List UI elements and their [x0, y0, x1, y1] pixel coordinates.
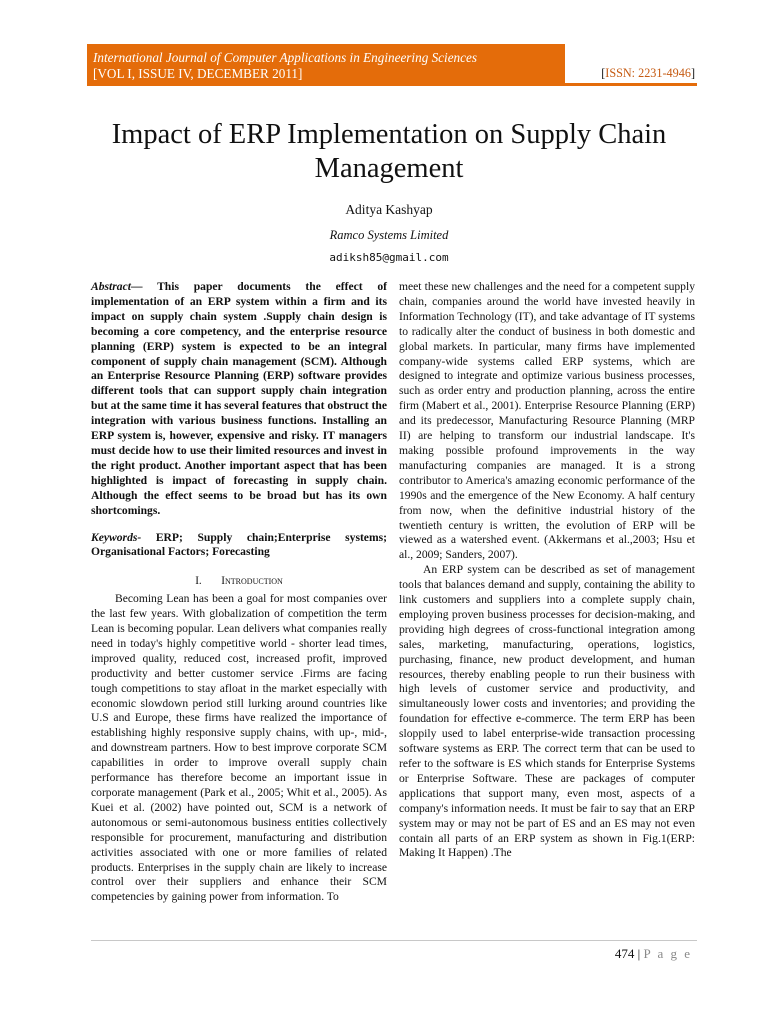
issn-bracket-close: ]	[690, 66, 695, 80]
body-paragraph-2: An ERP system can be described as set of management tools that balances demand and supply, containing the ability to link customers and suppliers into a complete supply chain, employing proven business processes for decision-making, and providing high degrees of cross-functional integration among sales, marketing, manufacturing, operations, logistics, purchasing, finance, new product development, and human resources, thereby enabling people to run their business with high levels of customer service and productivity, and simultaneously lower costs and inventories; and providing the foundation for effective e-commerce. The term ERP has been sloppily used to label enterprise-wide transaction processing software systems as ERP. The correct term that can be used to refer to the software is ES which stands for Enterprise Systems or Enterprise Software. These are packages of computer applications that support many, even most, aspects of a company's information needs. It must be fair to say that an ERP system may or may not be part of ES and an ES may not even contain all parts of an ERP system as shown in Fig.1(ERP: Making It Happen) .The	[399, 563, 695, 860]
abstract-text: This paper documents the effect of implementation of an ERP system within a firm and its impact on supply chain system .Supply chain design is becoming a core competency, and the enterprise resource planning (ERP) system is expected to be an integral component of supply chain management (SCM). Although an Enterprise Resource Planning (ERP) software provides different tools that can support supply chain integration but at the same time it has several features that obstruct the integration with various business functions. Installing an ERP system is, however, expensive and risky. IT managers must decide how to use their limited resources and invest in the right product. Another important aspect that has been highlighted is impact of forecasting in supply chain. Although the effect seems to be broad but has its own shortcomings.	[91, 280, 387, 517]
journal-issue: [VOL I, ISSUE IV, DECEMBER 2011]	[93, 66, 303, 81]
issn-bracket-open: [	[601, 66, 606, 80]
abstract	[91, 280, 387, 519]
left-column	[91, 280, 387, 905]
page-number: 474	[614, 946, 635, 961]
journal-header	[87, 44, 697, 86]
author-email: adiksh85@gmail.com	[329, 251, 449, 264]
page-footer	[615, 946, 692, 962]
body-paragraph-1: meet these new challenges and the need for a competent supply chain, companies around the world have invested heavily in Information Technology (IT), and take advantage of IT systems to radically alter the conduct of business in both domestic and global markets. In particular, many firms have implemented company-wide systems called ERP systems, which are designed to integrate and optimize various business processes, such as order entry and production planning, across the entire firm (Mabert et al., 2001). Enterprise Resource Planning (ERP) and its predecessor, Manufacturing Resource Planning (MRP II) are helping to transform our industrial landscape. It's making possible profound improvements in the way manufacturing companies are managed. It is a strong contributor to America's amazing economic performance of the 1990s and the emergence of the New Economy. A half century from now, when the definitive industrial history of the twentieth century is written, the evolution of ERP will be viewed as a watershed event. (Akkermans et al.,2003; Hsu et al., 2009; Sanders, 2007).	[399, 280, 695, 562]
abstract-label: Abstract—	[91, 280, 143, 293]
keywords-text: ERP; Supply chain;Enterprise systems; Organisational Factors; Forecasting	[91, 530, 387, 559]
issn-number: ISSN: 2231-4946	[605, 66, 691, 80]
section-heading-introduction	[91, 574, 387, 589]
footer-divider	[91, 940, 697, 941]
issn-label	[565, 44, 697, 86]
paper-affiliation: Ramco Systems Limited	[329, 228, 449, 242]
keywords	[91, 531, 387, 561]
paper-title: Impact of ERP Implementation on Supply Chain Management	[111, 119, 667, 184]
page-label: P a g e	[643, 946, 692, 961]
keywords-label: Keywords-	[91, 530, 142, 544]
intro-paragraph: Becoming Lean has been a goal for most companies over the last few years. With globalization of competition the term Lean is becoming popular. Lean delivers what companies really need in today's highly competitive world - shorter lead times, improved quality, reduced cost, increased profit, improved productivity and better customer service .Firms are facing tough competitions to stay afloat in the market especially with economic slowdown period still lurking around countries like U.S and Europe, these firms have realized the importance of establishing highly responsive supply chains, with up-, mid-, and downstream partners. How to best improve corporate SCM capabilities in order to improve overall supply chain performance has therefore become an important issue in corporate management (Park et al., 2005; Whit et al., 2005). As Kuei et al. (2002) have pointed out, SCM is a network of autonomous or semi-autonomous business entities collectively responsible for procurement, manufacturing and distribution activities associated with one or more families of related products. Enterprises in the supply chain are likely to increase control over their suppliers and enhance their SCM competencies by gaining power from information. To	[91, 592, 387, 904]
right-column	[399, 280, 695, 861]
section-title: Introduction	[221, 575, 283, 588]
section-number: I.	[195, 575, 202, 588]
paper-author: Aditya Kashyap	[345, 202, 433, 217]
journal-name: International Journal of Computer Applications in Engineering Sciences	[93, 50, 477, 65]
footer-separator: |	[634, 946, 644, 961]
journal-banner	[87, 44, 565, 86]
